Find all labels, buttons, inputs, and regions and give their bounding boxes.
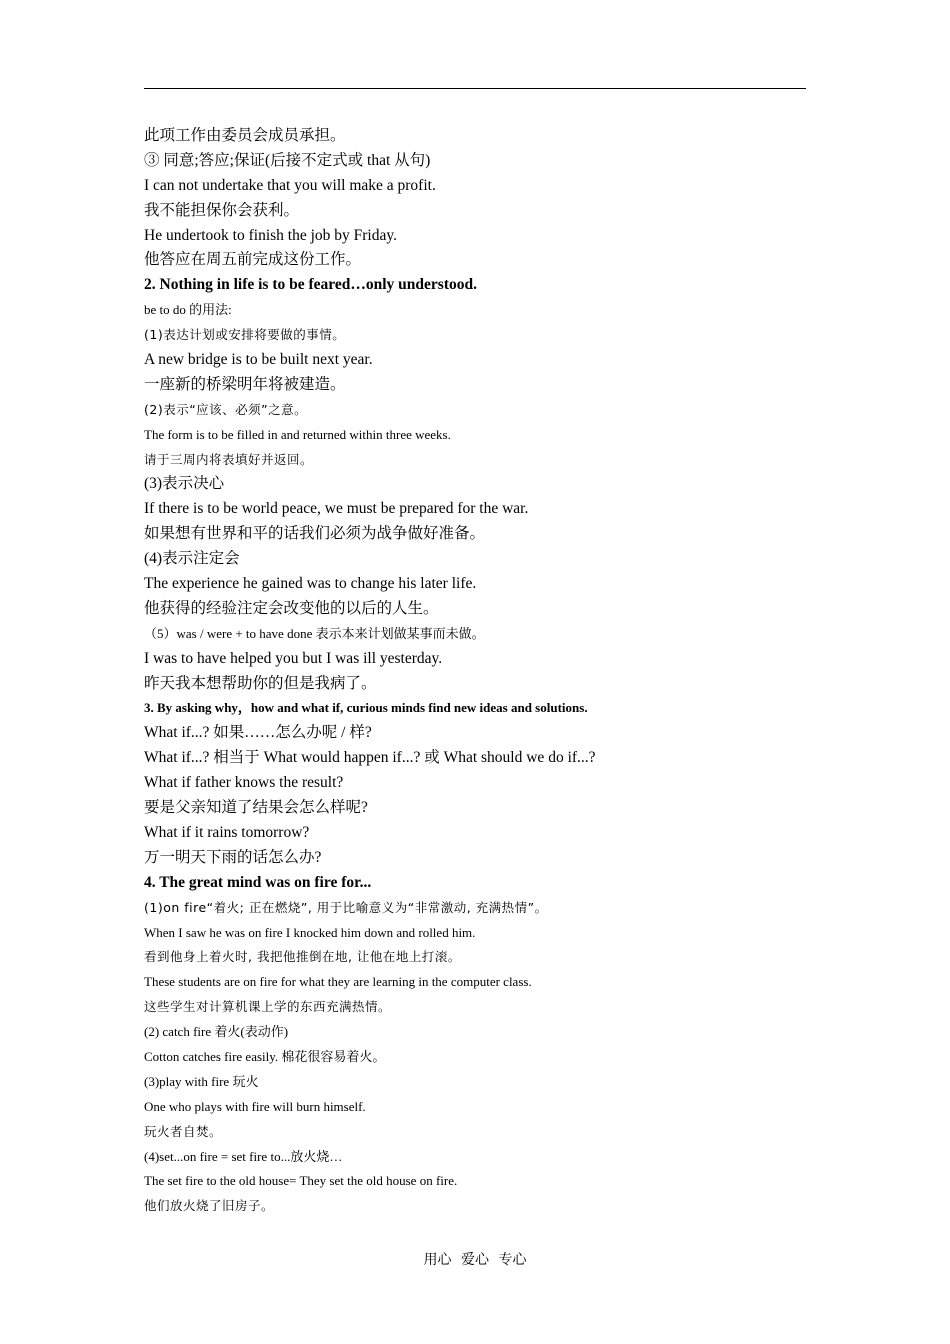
section-heading: 4. The great mind was on fire for...	[144, 873, 372, 891]
text-line: When I saw he was on fire I knocked him down and rolled him.	[144, 924, 476, 940]
text-line: I can not undertake that you will make a profit.	[144, 176, 436, 194]
text-line: I was to have helped you but I was ill yesterday.	[144, 649, 443, 667]
text-line: (1)表达计划或安排将要做的事情。	[144, 327, 346, 343]
text-line: The set fire to the old house= They set the old house on fire.	[144, 1173, 458, 1189]
text-line: 此项工作由委员会成员承担。	[144, 127, 346, 144]
text-line: 一座新的桥梁明年将被建造。	[144, 375, 346, 393]
header-rule	[144, 88, 806, 89]
text-line: What if it rains tomorrow?	[144, 823, 310, 841]
text-line: (2) catch fire 着火(表动作)	[144, 1024, 289, 1040]
text-line: The form is to be filled in and returned within three weeks.	[144, 426, 451, 442]
section-heading: 3. By asking why，how and what if, curious minds find new ideas and solutions.	[144, 700, 588, 716]
text-line: What if father knows the result?	[144, 774, 344, 792]
text-line: 要是父亲知道了结果会怎么样呢?	[144, 799, 368, 817]
text-line: What if...? 相当于 What would happen if...? 或 What should we do if...?	[144, 749, 596, 767]
text-line: Cotton catches fire easily. 棉花很容易着火。	[144, 1048, 386, 1064]
text-line: 我不能担保你会获利。	[144, 201, 300, 219]
text-line: ③ 同意;答应;保证(后接不定式或 that 从句)	[144, 151, 431, 169]
text-line: (3)表示决心	[144, 475, 225, 493]
text-line: (4)表示注定会	[144, 550, 240, 568]
text-line: If there is to be world peace, we must be prepared for the war.	[144, 500, 529, 518]
text-line: be to do 的用法:	[144, 302, 232, 318]
text-line: (2)表示“应该、必须”之意。	[144, 401, 308, 417]
text-line: 他们放火烧了旧房子。	[144, 1198, 275, 1214]
text-line: 看到他身上着火时, 我把他推倒在地, 让他在地上打滚。	[144, 949, 461, 965]
document-body	[144, 124, 824, 1219]
text-line: 昨天我本想帮助你的但是我病了。	[144, 674, 377, 692]
text-line: A new bridge is to be built next year.	[144, 351, 373, 369]
text-line: 玩火者自焚。	[144, 1123, 223, 1139]
text-line: (3)play with fire 玩火	[144, 1073, 259, 1089]
text-line: (4)set...on fire = set fire to...放火烧…	[144, 1148, 343, 1164]
text-line: 他答应在周五前完成这份工作。	[144, 251, 362, 269]
text-line: The experience he gained was to change his later life.	[144, 575, 477, 593]
text-line: 如果想有世界和平的话我们必须为战争做好准备。	[144, 525, 486, 543]
text-line: These students are on fire for what they are learning in the computer class.	[144, 974, 532, 990]
page-footer: 用心 爱心 专心	[423, 1253, 527, 1268]
text-line: (1)on fire“着火; 正在燃烧”, 用于比喻意义为“非常激动, 充满热情”。	[144, 899, 548, 915]
text-line: （5）was / were + to have done 表示本来计划做某事而未做。	[144, 625, 485, 641]
text-line: 万一明天下雨的话怎么办?	[144, 848, 322, 866]
text-line: What if...? 如果……怎么办呢 / 样?	[144, 724, 372, 742]
text-line: 他获得的经验注定会改变他的以后的人生。	[144, 599, 439, 617]
text-line: One who plays with fire will burn himself.	[144, 1098, 366, 1114]
section-heading: 2. Nothing in life is to be feared…only understood.	[144, 276, 477, 294]
text-line: He undertook to finish the job by Friday.	[144, 226, 397, 244]
text-line: 这些学生对计算机课上学的东西充满热情。	[144, 999, 392, 1015]
text-line: 请于三周内将表填好并返回。	[144, 451, 314, 467]
